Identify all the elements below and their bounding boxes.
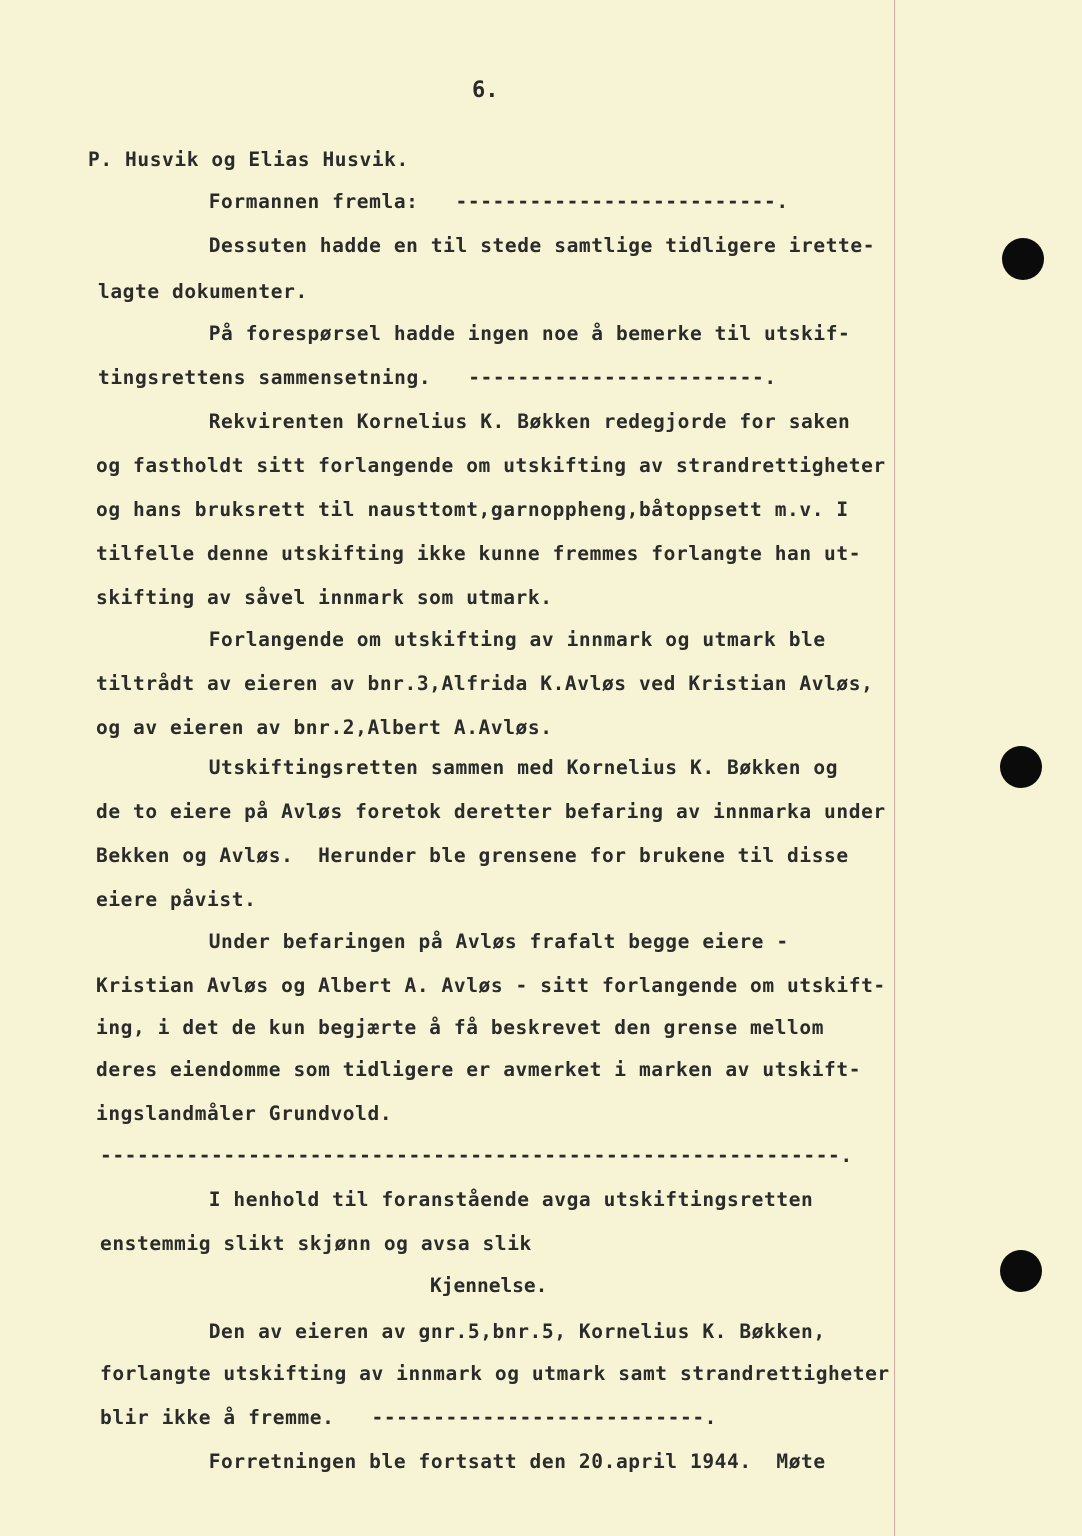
margin-rule xyxy=(894,0,895,1536)
text-line: deres eiendomme som tidligere er avmerket i marken av utskift- xyxy=(96,1058,862,1081)
text-line: enstemmig slikt skjønn og avsa slik xyxy=(100,1232,532,1255)
text-line: og av eieren av bnr.2,Albert A.Avløs. xyxy=(96,716,553,739)
punch-hole-bottom xyxy=(1000,1250,1042,1292)
text-line: og fastholdt sitt forlangende om utskifting av strandrettigheter xyxy=(96,454,886,477)
text-line: Forretningen ble fortsatt den 20.april 1944. Møte xyxy=(110,1450,826,1473)
text-line: tingsrettens sammensetning. ------------------------. xyxy=(98,366,777,389)
text-line: Bekken og Avløs. Herunder ble grensene for brukene til disse xyxy=(96,844,849,867)
separator-line: ------------------------------------------------------------. xyxy=(100,1144,853,1167)
text-line: lagte dokumenter. xyxy=(98,280,308,303)
text-line: Rekvirenten Kornelius K. Bøkken redegjorde for saken xyxy=(110,410,851,433)
text-line: de to eiere på Avløs foretok deretter befaring av innmarka under xyxy=(96,800,886,823)
text-line: Kristian Avløs og Albert A. Avløs - sitt forlangende om utskift- xyxy=(96,974,886,997)
text-line: ing, i det de kun begjærte å få beskrevet den grense mellom xyxy=(96,1016,825,1039)
text-line: Forlangende om utskifting av innmark og utmark ble xyxy=(110,628,826,651)
text-line: Den av eieren av gnr.5,bnr.5, Kornelius K. Bøkken, xyxy=(110,1320,826,1343)
text-line: og hans bruksrett til nausttomt,garnoppheng,båtoppsett m.v. I xyxy=(96,498,849,521)
text-line: ingslandmåler Grundvold. xyxy=(96,1102,393,1125)
text-line: Formannen fremla: --------------------------. xyxy=(110,190,789,213)
page-number: 6. xyxy=(472,78,499,103)
text-line: På forespørsel hadde ingen noe å bemerke til utskif- xyxy=(110,322,851,345)
text-line: P. Husvik og Elias Husvik. xyxy=(88,148,409,171)
text-line: forlangte utskifting av innmark og utmark samt strandrettigheter xyxy=(100,1362,890,1385)
text-line: Under befaringen på Avløs frafalt begge eiere - xyxy=(110,930,789,953)
text-line: I henhold til foranstående avga utskiftingsretten xyxy=(110,1188,814,1211)
text-line: Utskiftingsretten sammen med Kornelius K. Bøkken og xyxy=(110,756,839,779)
text-line: skifting av såvel innmark som utmark. xyxy=(96,586,553,609)
text-line: eiere påvist. xyxy=(96,888,257,911)
text-line: blir ikke å fremme. ---------------------------. xyxy=(100,1406,717,1429)
text-line: tiltrådt av eieren av bnr.3,Alfrida K.Avløs ved Kristian Avløs, xyxy=(96,672,874,695)
text-line: Dessuten hadde en til stede samtlige tidligere irette- xyxy=(110,234,876,257)
punch-hole-middle xyxy=(1000,746,1042,788)
section-heading: Kjennelse. xyxy=(430,1274,548,1297)
punch-hole-top xyxy=(1002,238,1044,280)
text-line: tilfelle denne utskifting ikke kunne fremmes forlangte han ut- xyxy=(96,542,862,565)
